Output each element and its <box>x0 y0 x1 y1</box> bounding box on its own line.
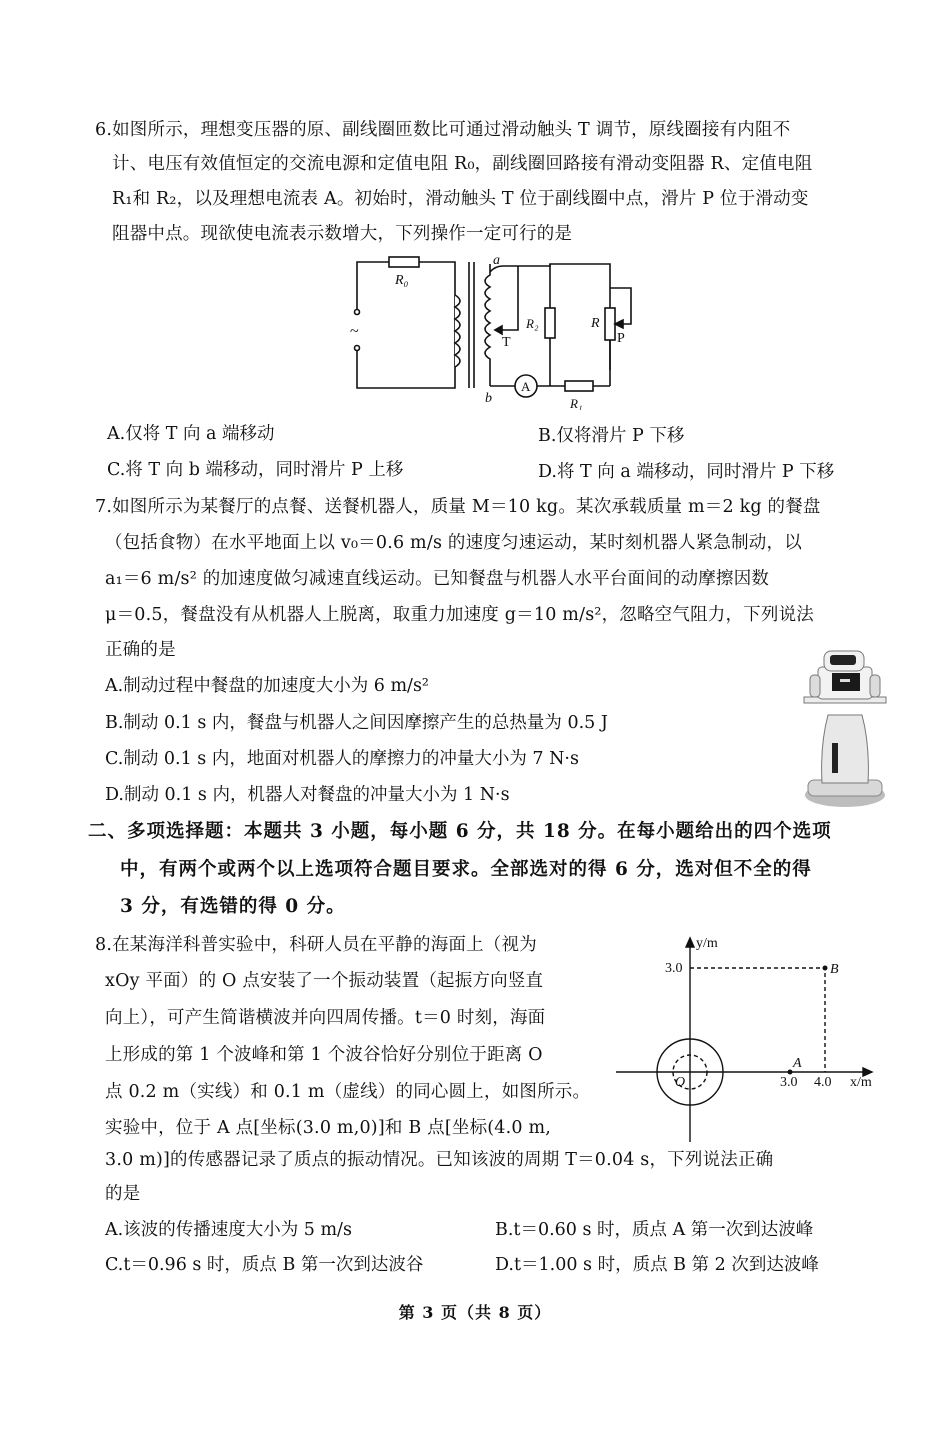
section2-line-1: 二、多项选择题：本题共 3 小题，每小题 6 分，共 18 分。在每小题给出的四个选项 <box>88 821 832 842</box>
q7-option-b: B.制动 0.1 s 内，餐盘与机器人之间因摩擦产生的总热量为 0.5 J <box>105 713 608 733</box>
q6-line-1: 6.如图所示，理想变压器的原、副线圈匝数比可通过滑动触头 T 调节，原线圈接有内阻不 <box>95 120 791 140</box>
q8-option-b: B.t＝0.60 s 时，质点 A 第一次到达波峰 <box>495 1220 814 1240</box>
q8-line-3: 向上），可产生简谐横波并向四周传播。t＝0 时刻，海面 <box>105 1008 546 1028</box>
q7-option-c: C.制动 0.1 s 内，地面对机器人的摩擦力的冲量大小为 7 N·s <box>105 749 579 769</box>
point-a-label: A <box>793 1056 802 1071</box>
section2-line-3: 3 分，有选错的得 0 分。 <box>120 896 346 917</box>
r2-label: R₂ <box>526 316 539 331</box>
q8-line-4: 上形成的第 1 个波峰和第 1 个波谷恰好分别位于距离 O <box>105 1045 543 1065</box>
origin-o-label: O <box>675 1075 686 1090</box>
q7-line-3: a₁＝6 m/s² 的加速度做匀减速直线运动。已知餐盘与机器人水平台面间的动摩擦因数 <box>105 569 770 589</box>
tap-t-wire <box>495 266 518 330</box>
q7-line-2: （包括食物）在水平地面上以 v₀＝0.6 m/s 的速度匀速运动，某时刻机器人紧急制动，以 <box>105 533 802 553</box>
x-tick-4: 4.0 <box>814 1075 832 1090</box>
tap-t-arrow <box>495 326 502 334</box>
q8-line-6: 实验中，位于 A 点[坐标(3.0 m,0)]和 B 点[坐标(4.0 m, <box>105 1118 552 1138</box>
q7-line-5: 正确的是 <box>105 640 176 660</box>
r1-resistor <box>565 381 593 391</box>
tap-t-label: T <box>502 335 511 350</box>
point-a <box>788 1070 793 1075</box>
point-b <box>823 966 828 971</box>
y-tick-3: 3.0 <box>665 961 683 976</box>
rheostat-r-label: R <box>591 316 600 331</box>
x-axis-label: x/m <box>850 1075 872 1090</box>
page-footer: 第 3 页（共 8 页） <box>398 1303 552 1322</box>
wave-coordinate-figure <box>610 930 885 1145</box>
terminal-a-label: a <box>493 253 500 268</box>
q8-option-c: C.t＝0.96 s 时，质点 B 第一次到达波谷 <box>105 1255 424 1275</box>
ac-source-symbol: ~ <box>350 323 359 340</box>
q6-option-a: A.仅将 T 向 a 端移动 <box>107 424 275 444</box>
q6-option-b: B.仅将滑片 P 下移 <box>538 426 685 446</box>
q8-option-d: D.t＝1.00 s 时，质点 B 第 2 次到达波峰 <box>495 1255 819 1275</box>
robot-image <box>800 645 890 810</box>
secondary-coil <box>485 264 490 386</box>
q7-option-a: A.制动过程中餐盘的加速度大小为 6 m/s² <box>105 676 429 696</box>
r1-label: R₁ <box>570 396 583 410</box>
q6-option-c: C.将 T 向 b 端移动，同时滑片 P 上移 <box>107 460 404 480</box>
ammeter-label: A <box>521 379 531 394</box>
q8-line-8: 的是 <box>105 1184 141 1204</box>
q8-line-1: 8.在某海洋科普实验中，科研人员在平静的海面上（视为 <box>95 935 537 955</box>
q7-option-d: D.制动 0.1 s 内，机器人对餐盘的冲量大小为 1 N·s <box>105 785 510 805</box>
q6-line-3: R₁和 R₂，以及理想电流表 A。初始时，滑动触头 T 位于副线圈中点，滑片 P 位于滑动变 <box>112 189 809 209</box>
q8-option-a: A.该波的传播速度大小为 5 m/s <box>105 1220 352 1240</box>
b-point-guides <box>690 968 825 1072</box>
r0-resistor <box>389 257 419 267</box>
x-tick-3: 3.0 <box>780 1075 798 1090</box>
r0-label: R₀ <box>395 273 409 288</box>
r2-resistor <box>545 308 555 338</box>
primary-coil <box>455 295 460 367</box>
q8-line-5: 点 0.2 m（实线）和 0.1 m（虚线）的同心圆上，如图所示。 <box>105 1082 591 1102</box>
section2-line-2: 中，有两个或两个以上选项符合题目要求。全部选对的得 6 分，选对但不全的得 <box>120 859 812 880</box>
y-axis-label: y/m <box>696 936 718 951</box>
q8-line-7: 3.0 m)]的传感器记录了质点的振动情况。已知该波的周期 T＝0.04 s，下列说法正确 <box>105 1150 774 1170</box>
q8-line-2: xOy 平面）的 O 点安装了一个振动装置（起振方向竖直 <box>105 971 544 991</box>
q6-line-2: 计、电压有效值恒定的交流电源和定值电阻 R₀，副线圈回路接有滑动变阻器 R、定值电阻 <box>112 154 813 174</box>
q6-line-4: 阻器中点。现欲使电流表示数增大，下列操作一定可行的是 <box>112 224 573 244</box>
point-b-label: B <box>830 962 839 977</box>
q7-line-1: 7.如图所示为某餐厅的点餐、送餐机器人，质量 M＝10 kg。某次承载质量 m＝2 kg 的餐盘 <box>95 497 821 517</box>
slider-p-arrow <box>615 320 623 328</box>
q6-option-d: D.将 T 向 a 端移动，同时滑片 P 下移 <box>538 462 835 482</box>
q7-line-4: μ＝0.5，餐盘没有从机器人上脱离，取重力加速度 g＝10 m/s²，忽略空气阻力，下列说法 <box>105 605 814 625</box>
slider-p-label: P <box>617 331 625 346</box>
terminal-b-label: b <box>485 391 492 406</box>
transformer-circuit-figure <box>345 250 645 410</box>
